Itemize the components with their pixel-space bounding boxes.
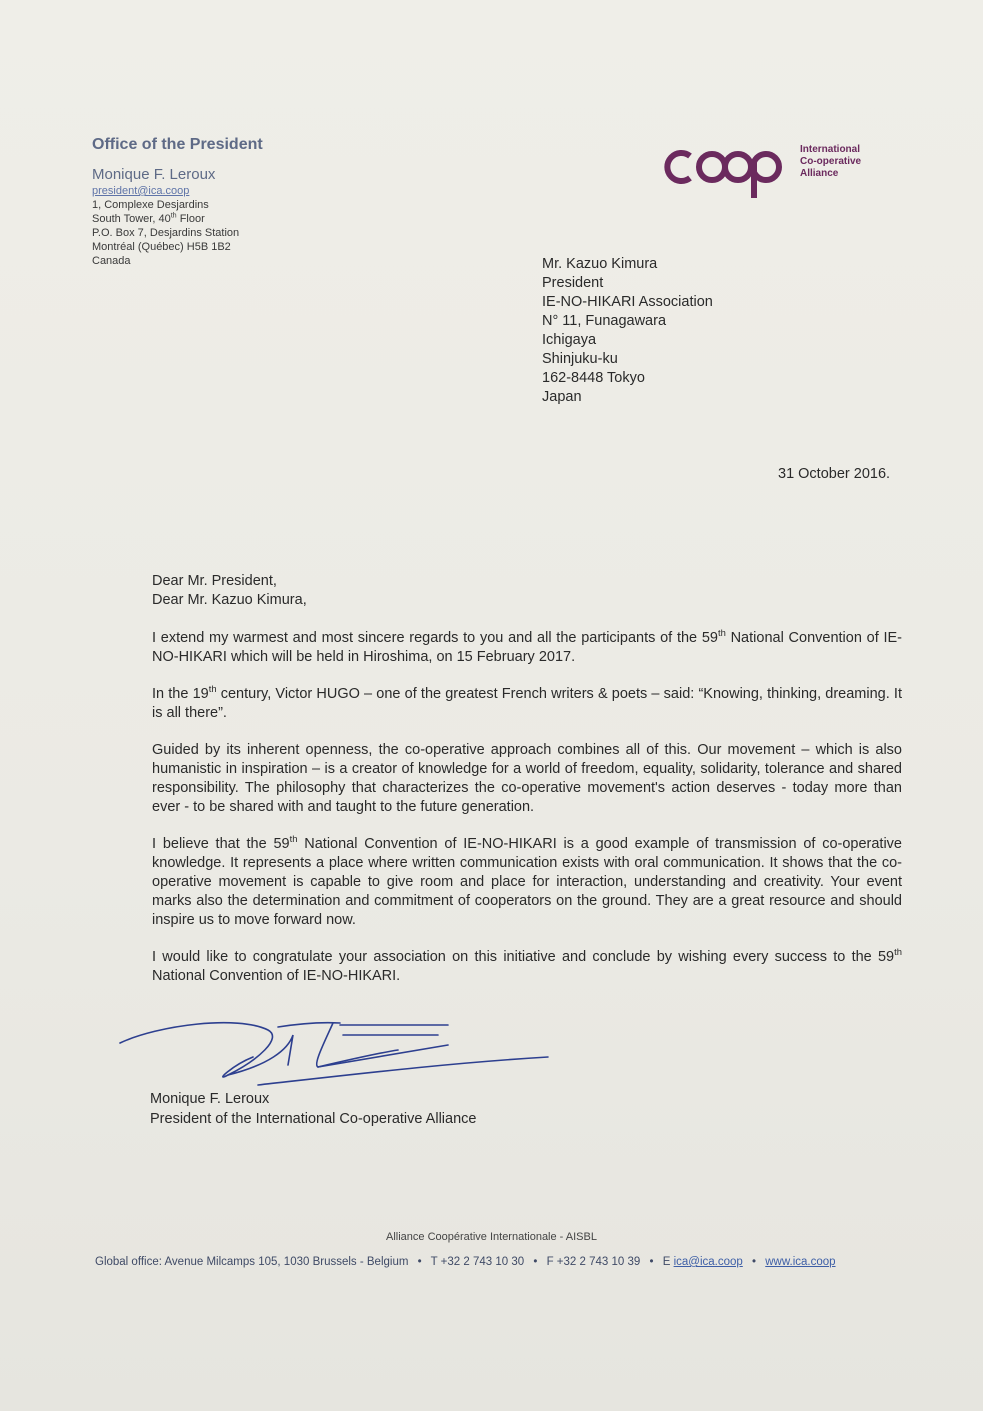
sender-address-line: P.O. Box 7, Desjardins Station — [92, 227, 240, 239]
office-title: Office of the President — [92, 136, 263, 153]
sender-address-line: Canada — [92, 255, 131, 267]
recipient-line: Shinjuku-ku — [542, 351, 618, 367]
logo-tagline: International Co-operative Alliance — [800, 144, 862, 179]
footer-contact: Global office: Avenue Milcamps 105, 1030 Brussels - Belgium • T +32 2 743 10 30 • F +32 2 743 10 39 • E ica@ica.coop • www.ica.coop — [95, 1256, 836, 1268]
sender-address-line: South Tower, 40th Floor — [92, 211, 205, 225]
body-paragraph: I extend my warmest and most sincere regards to you and all the participants of the 59th National Convention of IE-NO-HIKARI which will be held in Hiroshima, on 15 February 2017. — [152, 627, 903, 665]
salutation: Dear Mr. President, Dear Mr. Kazuo Kimura, — [152, 573, 307, 608]
recipient-line: N° 11, Funagawara — [542, 313, 667, 329]
recipient-line: Mr. Kazuo Kimura — [542, 256, 658, 272]
coop-logo-mark — [662, 138, 797, 202]
signatory-title: President of the International Co-operative Alliance — [150, 1111, 477, 1127]
recipient-line: 162-8448 Tokyo — [542, 370, 645, 386]
recipient-block — [542, 255, 713, 407]
signatory-name: Monique F. Leroux — [150, 1091, 270, 1107]
sender-address-line: 1, Complexe Desjardins — [92, 199, 209, 211]
coop-logo — [662, 138, 877, 202]
recipient-line: Ichigaya — [542, 332, 597, 348]
letter-date: 31 October 2016. — [778, 466, 891, 482]
footer-website-link[interactable]: www.ica.coop — [765, 1256, 836, 1268]
footer-fax: F +32 2 743 10 39 — [546, 1256, 641, 1268]
body-paragraph: I would like to congratulate your association on this initiative and conclude by wishing every success to the 59th National Convention of IE-NO-HIKARI. — [152, 946, 902, 984]
sender-email-link[interactable]: president@ica.coop — [92, 185, 190, 197]
body-paragraph: I believe that the 59th National Convention of IE-NO-HIKARI is a good example of transmission of co-operative knowledge. It represents a place where written communication exists with oral communication. It shows that the co-operative movement is capable to give room and place for interaction, understanding and creativity. Your event marks also the determination and commitment of cooperators on the ground. They are a great resource and should inspire us to move forward now. — [152, 833, 902, 928]
footer-entity: Alliance Coopérative Internationale - AISBL — [386, 1231, 597, 1243]
sender-address-line: Montréal (Québec) H5B 1B2 — [92, 241, 231, 253]
footer-email-link[interactable]: ica@ica.coop — [673, 1256, 743, 1268]
recipient-line: Japan — [542, 389, 582, 405]
recipient-line: President — [542, 275, 604, 291]
sender-name: Monique F. Leroux — [92, 166, 216, 183]
body-paragraph: In the 19th century, Victor HUGO – one of the greatest French writers & poets – said: “Knowing, thinking, dreaming. It is all there”. — [152, 683, 902, 721]
sender-block — [92, 136, 263, 268]
footer-office: Global office: Avenue Milcamps 105, 1030 Brussels - Belgium — [95, 1256, 409, 1268]
footer-phone: T +32 2 743 10 30 — [430, 1256, 525, 1268]
body-paragraph: Guided by its inherent openness, the co-operative approach combines all of this. Our movement – which is also humanistic in inspiration – is a creator of knowledge for a world of freedom, equality, solidarity, tolerance and shared responsibility. The philosophy that characterizes the co-operative movement's action deserves - today more than ever - to be shared with and taught to the future generation. — [152, 742, 902, 815]
handwritten-signature — [118, 1005, 558, 1100]
recipient-line: IE-NO-HIKARI Association — [542, 294, 713, 310]
letter-body — [152, 572, 902, 1004]
